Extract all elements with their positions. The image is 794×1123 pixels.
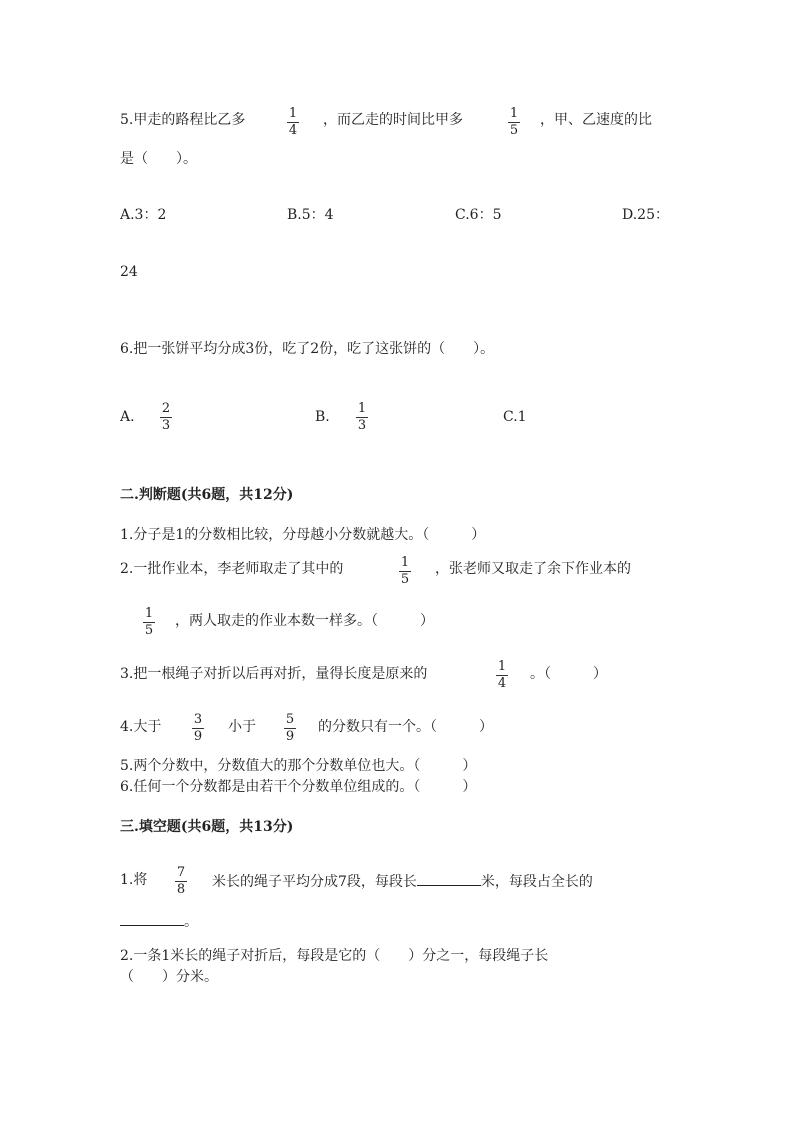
- numerator: 3: [193, 712, 203, 727]
- q6-option-a-fraction: [160, 402, 172, 433]
- judge-item-2-fraction-1: [399, 556, 411, 587]
- denominator: 9: [193, 729, 203, 744]
- numerator: 1: [288, 106, 298, 121]
- denominator: 8: [176, 882, 186, 897]
- denominator: 4: [497, 676, 507, 691]
- fill-item-2-part1: 2.一条1米长的绳子对折后，每段是它的（ ）分之一，每段绳子长: [120, 948, 549, 964]
- denominator: 3: [357, 418, 367, 433]
- q6-option-b: B.: [315, 409, 330, 425]
- judge-item-2-fraction-2: [143, 607, 155, 638]
- numerator: 7: [176, 865, 186, 880]
- judge-item-4-part2: 小于: [228, 719, 256, 735]
- section-2-title: 二.判断题(共6题，共12分): [120, 487, 294, 503]
- judge-item-2-part3: ，两人取走的作业本数一样多。（ ）: [175, 613, 434, 629]
- judge-item-4-fraction-1: [192, 713, 204, 744]
- judge-item-2-part2: ，张老师又取走了余下作业本的: [435, 561, 631, 577]
- q5-fraction-2: [508, 107, 520, 138]
- denominator: 5: [400, 572, 410, 587]
- q5-text-part1: 5.甲走的路程比乙多: [120, 112, 246, 128]
- q5-option-c: C.6：5: [455, 207, 502, 223]
- fill-item-1-fraction: [175, 866, 187, 897]
- q6-text: 6.把一张饼平均分成3份，吃了2份，吃了这张饼的（ ）。: [120, 341, 495, 357]
- judge-item-1: 1.分子是1的分数相比较，分母越小分数就越大。（ ）: [120, 527, 486, 543]
- numerator: 1: [144, 606, 154, 621]
- q5-option-b: B.5：4: [287, 207, 334, 223]
- denominator: 4: [288, 123, 298, 138]
- answer-blank-2[interactable]: [120, 911, 184, 926]
- q5-option-d-wrap: 24: [120, 264, 138, 280]
- judge-item-3-part2: 。（ ）: [530, 666, 607, 682]
- numerator: 1: [497, 659, 507, 674]
- denominator: 3: [161, 418, 171, 433]
- q5-text-part2: ，而乙走的时间比甲多: [323, 112, 463, 128]
- q6-option-a: A.: [120, 409, 135, 425]
- q6-option-c: C.1: [503, 409, 527, 425]
- judge-item-6: 6.任何一个分数都是由若干个分数单位组成的。（ ）: [120, 779, 477, 795]
- numerator: 1: [400, 555, 410, 570]
- fill-item-2-part2: （ ）分米。: [120, 969, 218, 985]
- denominator: 5: [144, 623, 154, 638]
- q6-option-b-fraction: [356, 402, 368, 433]
- judge-item-3-fraction: [496, 660, 508, 691]
- judge-item-2-part1: 2.一批作业本，李老师取走了其中的: [120, 561, 344, 577]
- q5-text-part3: ，甲、乙速度的比: [540, 112, 652, 128]
- numerator: 1: [357, 401, 367, 416]
- judge-item-4-part1: 4.大于: [120, 719, 162, 735]
- numerator: 1: [509, 106, 519, 121]
- judge-item-4-part3: 的分数只有一个。（ ）: [318, 719, 493, 735]
- numerator: 2: [161, 401, 171, 416]
- judge-item-4-fraction-2: [284, 713, 296, 744]
- denominator: 5: [509, 123, 519, 138]
- denominator: 9: [285, 729, 295, 744]
- section-3-title: 三.填空题(共6题，共13分): [120, 819, 294, 835]
- q5-option-a: A.3：2: [120, 207, 167, 223]
- numerator: 5: [285, 712, 295, 727]
- fill-item-1-part2: [212, 871, 593, 891]
- fill-item-1-part1: 1.将: [120, 872, 148, 888]
- fill-item-1-text-c: 。: [184, 914, 198, 930]
- fill-item-1-text-b: 米，每段占全长的: [480, 874, 593, 890]
- q5-fraction-1: [287, 107, 299, 138]
- judge-item-5: 5.两个分数中，分数值大的那个分数单位也大。（ ）: [120, 758, 477, 774]
- fill-item-1-part3: [120, 911, 198, 931]
- q5-text-part4: 是（ ）。: [120, 151, 197, 167]
- judge-item-3-part1: 3.把一根绳子对折以后再对折，量得长度是原来的: [120, 666, 428, 682]
- answer-blank-1[interactable]: [417, 871, 481, 886]
- q5-option-d: D.25：: [622, 207, 669, 223]
- fill-item-1-text-a: 米长的绳子平均分成7段，每段长: [212, 874, 417, 890]
